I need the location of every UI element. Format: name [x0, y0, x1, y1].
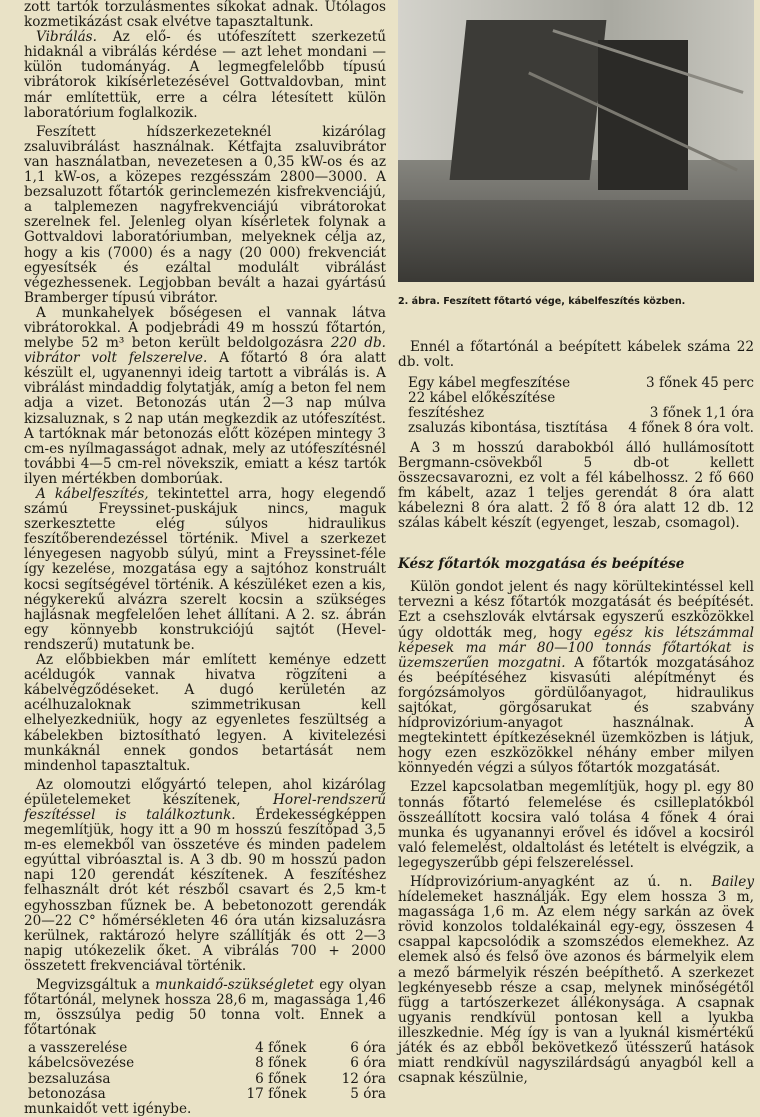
paragraph: A munkahelyek bőségesen el vannak látva vibrátorokkal. A podjebrádi 49 m hosszú főtartón, melybe 52 m³ beton került beldolgozásra 220 db. vibrátor volt felszerelve. A főtartó 8 óra alatt készült el, ugyanennyi ideig tartott a vibrálás is. A vibrálást mindaddig folytatják, amíg a beton fel nem adja a vizet. Betonozás után 2—3 nap múlva kizsaluznak, s 2 nap után megkezdik az utófeszítést. A tartóknak már betonozás előtt középen mintegy 3 cm-es nyílmagasságot adnak, mely az utófeszítésnél további 4—5 cm-rel növekszik, emiatt a kész tartók ilyen mértékben domborúak. [24, 304, 387, 487]
paragraph: A 3 m hosszú darabokból álló hullámosított Bergmann-csövekből 5 db-ot kellett összecsavarozni, ez volt a fél kábelhossz. 2 fő 660 fm kábelt, azaz 1 teljes gerendát 8 óra alatt kábelezni 8 óra alatt. 2 fő 8 óra alatt 12 db. 12 szálas kábelt készít (egyenget, leszab, csomagol). [398, 439, 754, 532]
paragraph: Az olomoutzi előgyártó telepen, ahol kizárólag épületelemeket készítenek, Horel-rendszerű feszítéssel is találkoztunk. Érdekességképpen megemlítjük, hogy itt a 90 m hosszú feszítőpad 3,5 m-es elemekből van összetéve és minden padelem egyúttal vibróasztal is. A 3 db. 90 m hosszú padon napi 120 gerendát készítenek. A feszítéshez felhasznált drót két részből csavart és 2,5 km-t egyhosszban fűznek be. A bebetonozott gerendák 20—22 C° hőmérsékleten 46 óra után kizsaluzásra kerülnek, raktározó helyre szállítják és ott 2—3 napig utókezelik őket. A vibrálás 700 + 2000 összetett frekvenciával történik. [24, 776, 386, 974]
paragraph: Hídprovizórium-anyagként az ú. n. Bailey hídelemeket használják. Egy elem hossza 3 m, magassága 1,6 m. Az elem négy sarkán az övek rövid konzolos toldalékainál egy-egy, összesen 4 csappal kapcsolódik a szomszédos elemekhez. Az elemek alsó és felső öve azonos és bármelyik elem a mező bármelyik részén beépíthető. A szerkezet legkényesebb része a csap, melynek minőségétől függ a tartószerkezet állékonysága. A csapnak ugyanis rendkívül pontosan kell a lyukba illeszkednie. Még így is van a lyuknál kismértékű játék és az ebből bekövetkező ütésszerű hatások miatt rendkívül nagyszilárdságú anyagból kell a csapnak készülnie, [398, 874, 754, 1087]
left-column [24, 0, 386, 1117]
paragraph: Ezzel kapcsolatban megemlítjük, hogy pl. egy 80 tonnás főtartó felemelése és csilleplatókból összeállított kocsira való tolása 4 főnek 4 órai munka és ugyanannyi erővel és idővel a kocsiról való felemelést, oldaltolást és letételt is elvégzik, a legegyszerűbb gépi felszereléssel. [398, 779, 754, 871]
paragraph: Megvizsgáltuk a munkaidő-szükségletet egy olyan főtartónál, melynek hossza 28,6 m, magassága 1,46 m, összsúlya pedig 50 tonna volt. Ennek a főtartónak [24, 977, 386, 1039]
work-time-table [24, 1041, 386, 1101]
table-row: kábelcsövezése 8 főnek 6 óra [28, 1055, 386, 1072]
paragraph: Feszített hídszerkezeteknél kizárólag zsaluvibrálást használnak. Kétfajta zsaluvibrátor van használatban, nevezetesen a 0,35 kW-os és az 1,1 kW-os, a közepes rezgésszám 2800—3000. A bezsaluzott főtartók gerinclemezén kisfrekvenciájú, a talplemezen nagyfrekvenciájú vibrátorokat szerelnek fel. Jelenleg olyan kísérletek folynak a Gottvaldovi laboratóriumban, melyeknek célja az, hogy a kis (7000) és a nagy (20 000) frekvenciát egyesítsék és ezáltal modulált vibrálást végezhessenek. Legjobban bevált a hazai gyártású Bramberger típusú vibrátor. [24, 123, 386, 306]
table-row: zsaluzás kibontása, tisztítása 4 főnek 8 óra volt. [408, 420, 754, 437]
paragraph: Ennél a főtartónál a beépített kábelek száma 22 db. volt. [398, 339, 754, 371]
section-heading: Kész főtartók mozgatása és beépítése [398, 556, 685, 573]
figure-caption: 2. ábra. Feszített főtartó vége, kábelfeszítés közben. [398, 296, 686, 307]
paragraph: Az előbbiekben már említett keménye edzett acéldugók vannak hivatva rögzíteni a kábelvégződéseket. A dugó kerületén az acélhuzaloknak szimmetrikusan kell elhelyezkedniük, hogy az egyenletes feszültség a kábelekben biztosítható legyen. A kivitelezési munkáknál ennek gondos betartását nem mindenhol tapasztaltuk. [24, 652, 386, 774]
figure-photo [398, 0, 754, 282]
paragraph: Külön gondot jelent és nagy körültekintéssel kell tervezni a kész főtartók mozgatását és beépítését. Ezt a csehszlovák elvtársak egyszerű eszközökkel úgy oldották meg, hogy egész kis létszámmal képesek ma már 80—100 tonnás főtartókat is üzemszerűen mozgatni. A főtartók mozgatásához és beépítéséhez kisvasúti alépítményt és forgózsámolyos gördülőanyagot, hidraulikus sajtókat, görgősarukat és szabvány hídprovizórium-anyagot használnak. A megtekintett építkezéseknél üzemközben is látjuk, hogy ezen eszközökkel néhány ember milyen könnyedén végzi a súlyos főtartók mozgatását. [398, 579, 754, 777]
run-in-heading: Vibrálás. [36, 29, 97, 46]
table-row: bezsaluzása 6 főnek 12 óra [28, 1070, 386, 1087]
paragraph: munkaidőt vett igénybe. [24, 1100, 192, 1117]
paragraph: zott tartók torzulásmentes síkokat adnak. Utólagos kozmetikázást csak elvétve tapasztaltunk. [24, 0, 386, 31]
table-row: Egy kábel megfeszítése 3 főnek 45 perc [408, 375, 754, 392]
cable-time-table [398, 376, 754, 436]
paragraph: Vibrálás. Az elő- és utófeszített szerkezetű hidaknál a vibrálás kérdése — azt lehet mondani — külön tudományág. A legmegfelelőbb típusú vibrátorok kikísérletezésével Gottvaldovban, mint már említettük, erre a célra létesített külön laboratórium foglalkozik. [24, 29, 386, 121]
paragraph: A kábelfeszítés, tekintettel arra, hogy elegendő számú Freyssinet-puskájuk nincs, maguk szerkesztette elég súlyos hidraulikus feszítőberendezéssel történik. Mivel a szerkezet lényegesen nagyobb súlyú, mint a Freyssinet-féle így kezelése, mozgatása egy a sajtóhoz konstruált kocsi segítségével történik. A készüléket ezen a kis, négykerekű alvázra szerelt kocsin a szükséges hajlásnak megfelelően lehet állítani. A 2. sz. ábrán egy könnyebb konstrukciójú sajtót (Hevel-rendszerű) mutatunk be. [24, 486, 386, 653]
table-row: a vasszerelése 4 főnek 6 óra [28, 1040, 386, 1057]
table-row: 22 kábel előkészítése feszítéshez 3 főnek 1,1 óra [408, 390, 754, 422]
table-row: betonozása 17 főnek 5 óra [28, 1085, 386, 1102]
